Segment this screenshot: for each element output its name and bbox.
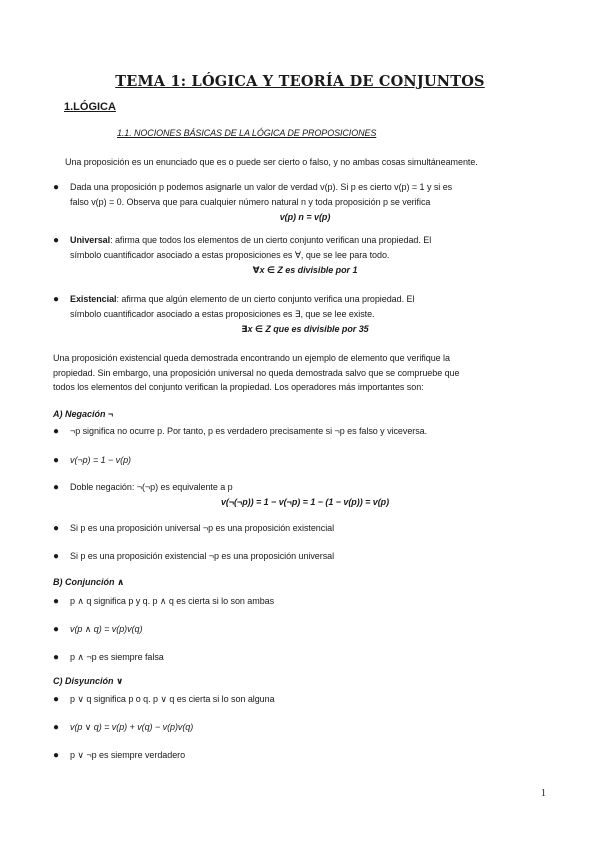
universal-line-1 (70, 233, 540, 248)
truth-value-item (70, 180, 540, 225)
conjuncion-item-2: v(p ∧ q) = v(p)v(q) (70, 624, 143, 634)
double-negation-text: Doble negación: ¬(¬p) es equivalente a p (70, 482, 233, 492)
universal-formula: ∀x ∈ Z es divisible por 1 (252, 265, 358, 275)
conjuncion-item-3: p ∧ ¬p es siempre falsa (70, 652, 164, 662)
bullet-glyph: ● (53, 722, 60, 733)
bullet-glyph: ● (53, 523, 60, 534)
negacion-item-1: ¬p significa no ocurre p. Por tanto, p es verdadero precisamente si ¬p es falso y viceversa. (70, 426, 428, 436)
conjuncion-heading: B) Conjunción ∧ (53, 577, 125, 587)
negacion-item-4: Si p es una proposición universal ¬p es una proposición existencial (70, 523, 335, 533)
paragraph-line-3: todos los elementos del conjunto verifican la propiedad. Los operadores más importantes son: (53, 382, 424, 392)
truth-value-line-2: falso v(p) = 0. Observa que para cualquier número natural n y toda proposición p se verifica (70, 197, 431, 207)
bullet-glyph: ● (53, 596, 60, 607)
bullet-glyph: ● (53, 694, 60, 705)
bullet-glyph: ● (53, 750, 60, 761)
existencial-item (70, 292, 540, 337)
negacion-item-2: v(¬p) = 1 − v(p) (70, 455, 131, 465)
universal-item (70, 233, 540, 278)
disyuncion-item-3: p ∨ ¬p es siempre verdadero (70, 750, 186, 760)
paragraph-line-1: Una proposición existencial queda demostrada encontrando un ejemplo de elemento que verifique la (53, 353, 450, 363)
universal-text-1: : afirma que todos los elementos de un cierto conjunto verifican una propiedad. El (110, 235, 432, 245)
quantifier-paragraph (53, 351, 551, 395)
negacion-item-3 (70, 480, 540, 510)
existencial-text-1: : afirma que algún elemento de un cierto conjunto verifica una propiedad. El (116, 294, 415, 304)
universal-label: Universal (70, 235, 111, 245)
bullet-glyph: ● (53, 482, 60, 493)
bullet-glyph: ● (53, 652, 60, 663)
bullet-glyph: ● (53, 551, 60, 562)
negacion-item-5: Si p es una proposición existencial ¬p es una proposición universal (70, 551, 335, 561)
page-number: 1 (541, 788, 546, 799)
disyuncion-heading: C) Disyunción ∨ (53, 676, 124, 686)
existencial-line-1 (70, 292, 540, 307)
universal-line-2: símbolo cuantificador asociado a estas proposiciones es ∀, que se lee para todo. (70, 250, 390, 260)
paragraph-line-2: propiedad. Sin embargo, una proposición universal no queda demostrada salvo que se compruebe que (53, 367, 460, 378)
existencial-formula: ∃x ∈ Z que es divisible por 35 (241, 324, 369, 334)
bullet-glyph: ● (53, 182, 60, 193)
section-heading: 1.LÓGICA (64, 101, 116, 113)
disyuncion-item-1: p ∨ q significa p o q. p ∨ q es cierta si lo son alguna (70, 694, 275, 704)
bullet-glyph: ● (53, 455, 60, 466)
bullet-glyph: ● (53, 426, 60, 437)
intro-paragraph: Una proposición es un enunciado que es o puede ser cierto o falso, y no ambas cosas simultáneamente. (65, 157, 478, 167)
existencial-line-2: símbolo cuantificador asociado a estas proposiciones es ∃, que se lee existe. (70, 309, 375, 319)
disyuncion-item-2: v(p ∨ q) = v(p) + v(q) − v(p)v(q) (70, 722, 194, 732)
bullet-glyph: ● (53, 235, 60, 246)
document-title: TEMA 1: LÓGICA Y TEORÍA DE CONJUNTOS (115, 73, 485, 90)
existencial-label: Existencial (70, 294, 117, 304)
bullet-glyph: ● (53, 294, 60, 305)
truth-value-formula: v(p) n = v(p) (279, 212, 331, 222)
bullet-glyph: ● (53, 624, 60, 635)
double-negation-formula: v(¬(¬p)) = 1 − v(¬p) = 1 − (1 − v(p)) = v(p) (220, 497, 390, 507)
conjuncion-item-1: p ∧ q significa p y q. p ∧ q es cierta si lo son ambas (70, 596, 275, 606)
subsection-heading: 1.1. NOCIONES BÁSICAS DE LA LÓGICA DE PROPOSICIONES (117, 128, 377, 138)
negacion-heading: A) Negación ¬ (53, 409, 114, 419)
truth-value-line-1: Dada una proposición p podemos asignarle un valor de verdad v(p). Si p es cierto v(p) = 1 y si es (70, 182, 453, 192)
